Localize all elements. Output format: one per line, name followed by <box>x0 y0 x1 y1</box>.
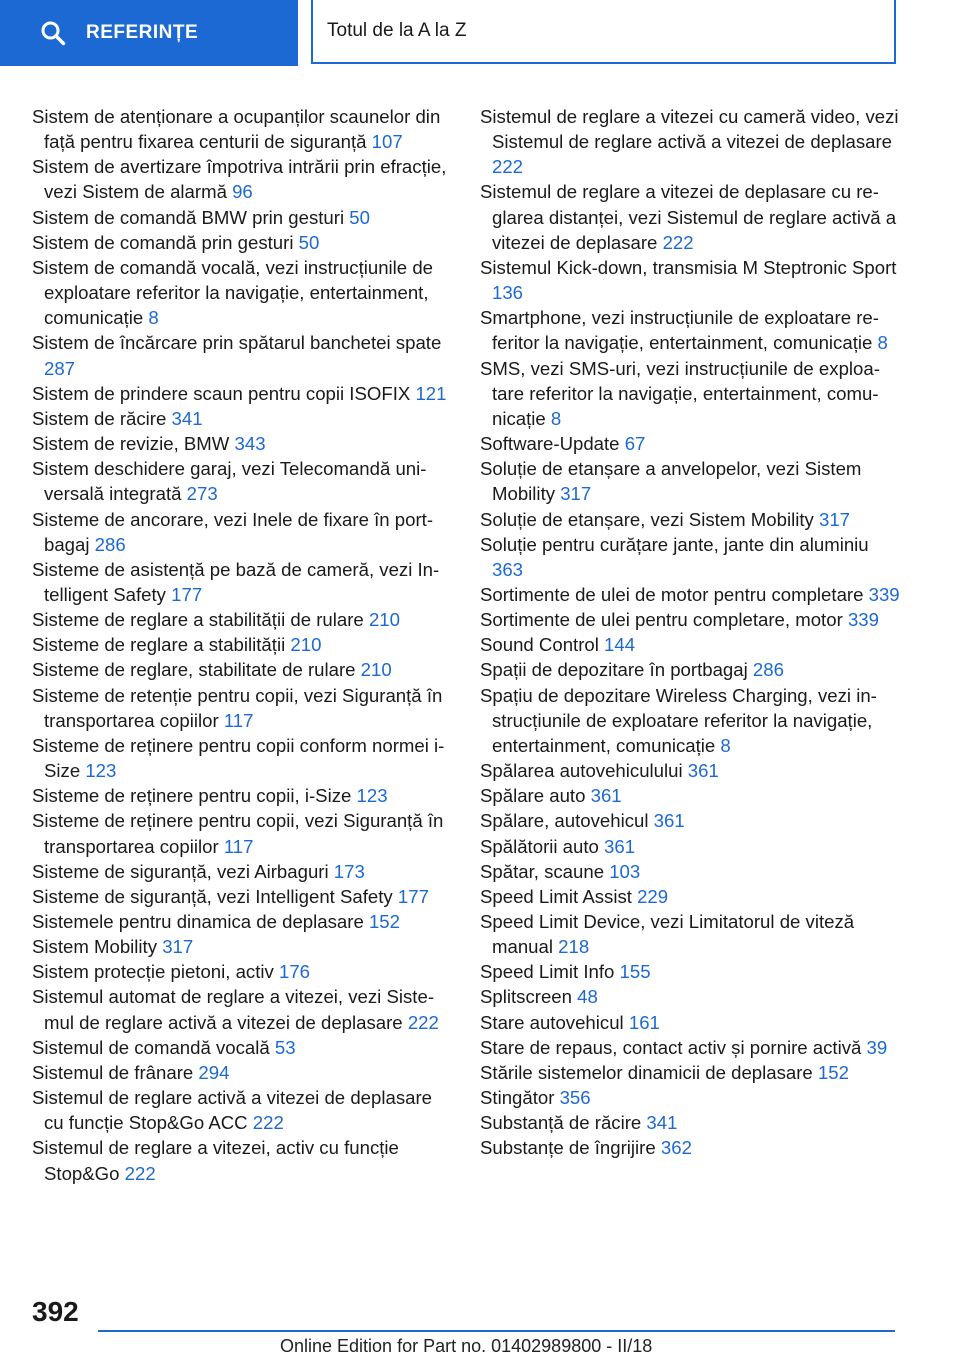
edition-footer: Online Edition for Part no. 01402989800 - II/18 <box>280 1336 653 1356</box>
index-page-link[interactable]: 317 <box>162 936 194 958</box>
index-entry <box>480 1035 900 1060</box>
index-entry <box>32 934 450 959</box>
index-entry-text: Sistem de răcire <box>32 407 167 429</box>
index-entry <box>480 582 900 607</box>
references-button[interactable] <box>0 0 298 66</box>
index-entry <box>480 431 900 456</box>
index-page-link[interactable]: 144 <box>604 634 636 656</box>
index-page-link[interactable]: 210 <box>360 659 392 681</box>
index-entry-text: Spătar, scaune <box>480 860 605 882</box>
index-entry <box>480 255 900 305</box>
index-page-link[interactable]: 361 <box>590 785 622 807</box>
index-entry <box>480 859 900 884</box>
index-entry <box>480 104 900 179</box>
index-entry-text: Sistem de comandă vocală, vezi instrucțiunile de exploatare referitor la navigație, entertainment, comunicație <box>32 256 434 329</box>
index-entry <box>32 683 450 733</box>
index-entry-text: Soluție de etanșare a anvelopelor, vezi Sistem Mobility <box>480 458 862 505</box>
index-entry <box>32 330 450 380</box>
index-page-link[interactable]: 8 <box>550 407 562 429</box>
index-page-link[interactable]: 341 <box>646 1112 678 1134</box>
index-entry-text: Sistemul de reglare a vitezei cu cameră video, vezi Sistemul de reglare activă a vitezei de deplasare <box>480 106 899 153</box>
index-entry <box>480 305 900 355</box>
index-entry-text: Sistem de încărcare prin spătarul banchetei spate <box>32 332 442 354</box>
index-entry <box>32 406 450 431</box>
index-entry <box>32 632 450 657</box>
index-entry <box>32 1060 450 1085</box>
index-entry-text: Sisteme de retenție pentru copii, vezi Siguranță în transportarea copiilor <box>32 684 443 731</box>
index-entry <box>480 532 900 582</box>
index-page-link[interactable]: 117 <box>223 709 254 731</box>
index-entry-text: Smartphone, vezi instrucțiunile de exploatare referitor la navigație, entertainment, comunicație <box>480 307 879 354</box>
index-entry <box>32 859 450 884</box>
index-entry <box>32 607 450 632</box>
footer-divider <box>98 1330 895 1332</box>
index-entry <box>32 884 450 909</box>
index-page-link[interactable]: 222 <box>492 156 524 178</box>
index-page-link[interactable]: 176 <box>279 961 311 983</box>
index-entry <box>480 758 900 783</box>
index-entry-text: Substanțe de îngrijire <box>480 1137 656 1159</box>
index-page-link[interactable]: 361 <box>604 835 636 857</box>
index-entry-text: Sortimente de ulei pentru completare, motor <box>480 609 843 631</box>
index-entry-text: Spălarea autovehiculului <box>480 760 683 782</box>
index-page-link[interactable]: 177 <box>397 885 429 907</box>
index-entry <box>480 783 900 808</box>
index-entry-text: Spălare auto <box>480 785 586 807</box>
index-entry <box>480 808 900 833</box>
index-page-link[interactable]: 317 <box>560 483 592 505</box>
index-entry-text: Sistem de avertizare împotriva intrării prin efracție, vezi Sistem de alarmă <box>32 156 447 203</box>
index-entry-text: Sistemul Kick-down, transmisia M Steptronic Sport <box>480 256 897 278</box>
index-page-link[interactable]: 210 <box>290 634 322 656</box>
index-page-link[interactable]: 210 <box>368 609 400 631</box>
index-entry-text: Stare autovehicul <box>480 1011 624 1033</box>
index-entry-text: Sisteme de ancorare, vezi Inele de fixare în portbagaj <box>32 508 434 555</box>
index-entry-text: Sound Control <box>480 634 599 656</box>
index-entry <box>32 909 450 934</box>
index-entry <box>480 884 900 909</box>
index-entry-text: Stare de repaus, contact activ și pornire activă <box>480 1036 862 1058</box>
index-entry <box>480 1060 900 1085</box>
index-entry-text: Speed Limit Assist <box>480 885 632 907</box>
index-entry <box>32 557 450 607</box>
index-entry <box>32 456 450 506</box>
index-page-link[interactable]: 287 <box>44 357 76 379</box>
index-page-link[interactable]: 362 <box>660 1137 692 1159</box>
index-page-link[interactable]: 222 <box>407 1011 439 1033</box>
index-page-link[interactable]: 136 <box>492 282 524 304</box>
index-page-link[interactable]: 222 <box>662 231 694 253</box>
index-entry <box>480 1085 900 1110</box>
page-number: 392 <box>32 1296 79 1327</box>
index-page-link[interactable]: 339 <box>847 609 879 631</box>
references-label: REFERINȚE <box>86 22 199 43</box>
index-entry-text: Splitscreen <box>480 986 572 1008</box>
index-entry-text: Sistemele pentru dinamica de deplasare <box>32 911 364 932</box>
index-entry <box>32 808 450 858</box>
index-column-left <box>32 104 450 1186</box>
index-entry-text: Sistemul automat de reglare a vitezei, vezi Sistemul de reglare activă a vitezei de deplasare <box>32 986 435 1033</box>
index-page-link[interactable]: 356 <box>559 1087 591 1109</box>
index-entry <box>480 179 900 254</box>
index-entry-text: Sistemul de frânare <box>32 1061 194 1083</box>
index-page-link[interactable]: 53 <box>274 1036 296 1058</box>
index-entry-text: Sisteme de siguranță, vezi Intelligent Safety <box>32 885 393 907</box>
index-entry-text: Soluție pentru curățare jante, jante din aluminiu <box>480 533 869 555</box>
index-entry <box>480 683 900 758</box>
index-entry-text: Sisteme de asistență pe bază de cameră, vezi Intelligent Safety <box>32 558 440 605</box>
index-entry-text: Spațiu de depozitare Wireless Charging, vezi instrucțiunile de exploatare referitor la navigație, entertainment, comunicație <box>480 684 877 756</box>
index-page-link[interactable]: 286 <box>752 659 784 681</box>
index-page-link[interactable]: 229 <box>637 885 669 907</box>
index-entry-text: Sistemul de reglare activă a vitezei de deplasare cu funcție Stop&Go ACC <box>32 1087 432 1134</box>
search-icon <box>40 20 66 46</box>
index-entry-text: Sistem Mobility <box>32 936 158 958</box>
index-page-link[interactable]: 363 <box>492 558 524 580</box>
index-entry <box>32 154 450 204</box>
index-entry <box>32 104 450 154</box>
index-entry-text: Substanță de răcire <box>480 1112 642 1134</box>
index-entry-text: Sistem de atenționare a ocupanților scaunelor din față pentru fixarea centurii de siguranță <box>32 106 441 153</box>
index-entry-text: Speed Limit Device, vezi Limitatorul de viteză manual <box>480 911 855 958</box>
index-page-link[interactable]: 152 <box>368 911 400 932</box>
index-entry <box>32 507 450 557</box>
index-entry-text: Sisteme de reținere pentru copii, vezi Siguranță în transportarea copiilor <box>32 810 444 857</box>
index-entry-text: Software-Update <box>480 433 620 455</box>
index-page-link[interactable]: 339 <box>868 583 900 605</box>
index-entry <box>480 632 900 657</box>
index-page-link[interactable]: 177 <box>171 583 203 605</box>
index-page-link[interactable]: 294 <box>198 1061 230 1083</box>
index-page-link[interactable]: 161 <box>628 1011 660 1033</box>
index-entry-text: Stările sistemelor dinamicii de deplasare <box>480 1061 813 1083</box>
index-entry <box>32 959 450 984</box>
index-page-link[interactable]: 173 <box>333 860 365 882</box>
index-entry-text: Sistem deschidere garaj, vezi Telecomandă universală integrată <box>32 458 427 505</box>
index-entry <box>32 984 450 1034</box>
index-entry-text: Sistem de comandă BMW prin gesturi <box>32 206 345 228</box>
index-page-link[interactable]: 107 <box>371 131 403 153</box>
top-navigation <box>0 0 960 66</box>
index-entry-text: Sisteme de reglare a stabilității <box>32 634 286 656</box>
index-entry-text: Sisteme de siguranță, vezi Airbaguri <box>32 860 329 882</box>
index-entry-text: Stingător <box>480 1087 555 1109</box>
index-page-link[interactable]: 273 <box>186 483 218 505</box>
index-page-link[interactable]: 103 <box>609 860 641 882</box>
index-entry <box>32 657 450 682</box>
index-entry-text: Spații de depozitare în portbagaj <box>480 659 748 681</box>
index-page-link[interactable]: 317 <box>818 508 851 530</box>
index-entry-text: Sistem de prindere scaun pentru copii ISOFIX <box>32 382 411 404</box>
index-entry <box>32 230 450 255</box>
index-entry-text: Sistemul de comandă vocală <box>32 1036 270 1058</box>
index-entry <box>32 733 450 783</box>
index-page-link[interactable]: 341 <box>171 407 203 429</box>
index-entry <box>480 1010 900 1035</box>
index-entry-text: Sisteme de reținere pentru copii, i-Size <box>32 785 352 807</box>
a-to-z-tab[interactable]: Totul de la A la Z <box>311 0 896 64</box>
index-entry <box>480 657 900 682</box>
index-entry-text: Sistemul de reglare a vitezei, activ cu funcție Stop&Go <box>32 1137 399 1184</box>
index-entry <box>32 1135 450 1185</box>
index-entry-text: Sistem protecție pietoni, activ <box>32 961 274 983</box>
index-entry-text: Sistem de revizie, BMW <box>32 433 230 455</box>
index-page-link[interactable]: 8 <box>877 332 888 354</box>
index-page-link[interactable]: 218 <box>558 936 590 958</box>
index-entry <box>32 205 450 230</box>
index-page-link[interactable]: 50 <box>298 231 320 253</box>
index-page-link[interactable]: 286 <box>94 533 126 555</box>
index-page-link[interactable]: 123 <box>356 785 388 807</box>
index-entry-text: Speed Limit Info <box>480 961 615 983</box>
index-entry-text: Sortimente de ulei de motor pentru completare <box>480 583 864 605</box>
index-entry <box>32 381 450 406</box>
index-page-link[interactable]: 361 <box>687 760 719 782</box>
index-page-link[interactable]: 222 <box>252 1112 284 1134</box>
index-entry <box>480 607 900 632</box>
index-page-link[interactable]: 361 <box>653 810 685 832</box>
index-page-link[interactable]: 121 <box>415 382 447 404</box>
index-entry <box>32 431 450 456</box>
index-entry-text: Soluție de etanșare, vezi Sistem Mobility <box>480 508 814 530</box>
index-column-right <box>480 104 900 1161</box>
index-page-link[interactable]: 155 <box>619 961 651 983</box>
index-entry <box>480 1135 900 1160</box>
index-entry-text: Sistem de comandă prin gesturi <box>32 231 294 253</box>
index-page-link[interactable]: 96 <box>232 181 253 203</box>
index-entry-text: Sisteme de reținere pentru copii conform normei i-Size <box>32 734 445 782</box>
index-page-link[interactable]: 39 <box>866 1036 888 1058</box>
index-entry <box>480 456 900 506</box>
index-entry <box>480 507 900 532</box>
index-page-link[interactable]: 8 <box>148 307 159 329</box>
index-entry <box>480 909 900 959</box>
index-entry <box>480 984 900 1009</box>
index-entry <box>480 356 900 431</box>
index-page-link[interactable]: 123 <box>85 760 117 782</box>
index-page-link[interactable]: 8 <box>720 734 731 756</box>
index-entry-text: Spălătorii auto <box>480 835 599 857</box>
index-entry-text: Sisteme de reglare, stabilitate de rulare <box>32 659 356 681</box>
index-entry <box>32 255 450 330</box>
index-entry-text: Sistemul de reglare a vitezei de deplasare cu reglarea distanței, vezi Sistemul de reglare activă a vitezei de deplasare <box>480 181 897 253</box>
index-entry-text: SMS, vezi SMS-uri, vezi instrucțiunile de exploatare referitor la navigație, entertainment, comunicație <box>480 357 880 429</box>
index-page-link[interactable]: 50 <box>349 206 370 228</box>
index-entry <box>32 783 450 808</box>
index-entry <box>480 834 900 859</box>
index-entry <box>480 959 900 984</box>
index-page-link[interactable]: 117 <box>223 835 254 857</box>
index-entry <box>32 1035 450 1060</box>
index-entry <box>32 1085 450 1135</box>
index-page-link[interactable]: 152 <box>817 1061 849 1083</box>
index-page-link[interactable]: 48 <box>577 986 598 1008</box>
index-entry-text: Sisteme de reglare a stabilității de rulare <box>32 609 364 631</box>
index-entry <box>480 1110 900 1135</box>
index-entry-text: Spălare, autovehicul <box>480 810 649 832</box>
index-page-link[interactable]: 222 <box>124 1162 156 1184</box>
index-page-link[interactable]: 343 <box>234 433 266 455</box>
index-page-link[interactable]: 67 <box>624 433 646 455</box>
